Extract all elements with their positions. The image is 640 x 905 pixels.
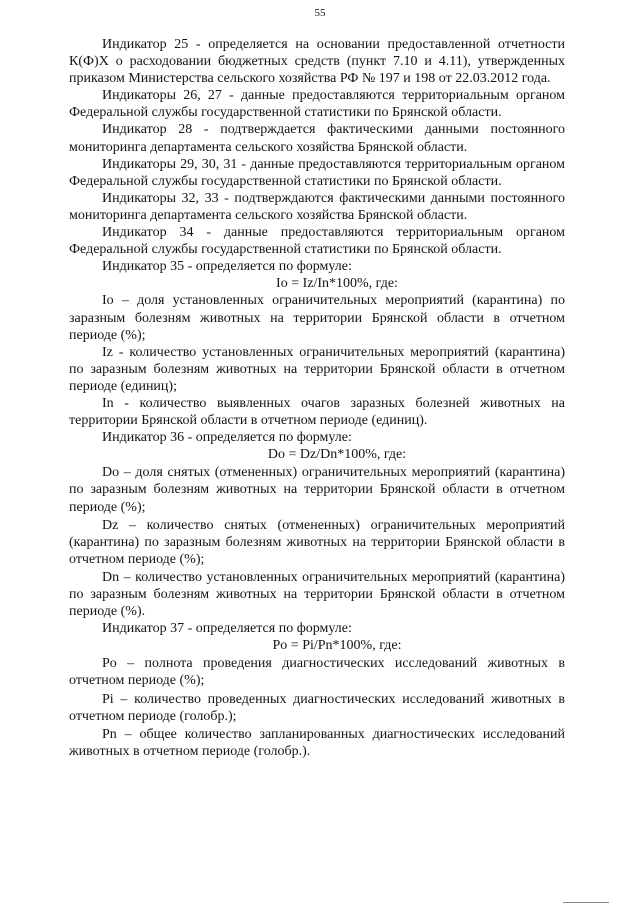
paragraph-indicator-28: Индикатор 28 - подтверждается фактическими данными постоянного мониторинга департамента сельского хозяйства Брянской области.: [69, 122, 565, 155]
definition-dn: Dn – количество установленных ограничительных мероприятий (карантина) по заразным болезням животных на территории Брянской области в отчетном периоде (%).: [69, 569, 565, 620]
definition-iz: Iz - количество установленных ограничительных мероприятий (карантина) по заразным болезням животных на территории Брянской области в отчетном периоде (единиц);: [69, 344, 565, 394]
paragraph-indicator-25: Индикатор 25 - определяется на основании предоставленной отчетности К(Ф)Х о расходовании бюджетных средств (пункт 7.10 и 4.11), утвержденных приказом Министерства сельского хозяйства РФ № 197 и 198 от 22.03.2012 года.: [69, 37, 565, 87]
paragraph-indicators-26-27: Индикаторы 26, 27 - данные предоставляются территориальным органом Федеральной службы государственной статистики по Брянской области.: [69, 88, 565, 121]
definition-po: Po – полнота проведения диагностических исследований животных в отчетном периоде (%);: [69, 656, 565, 689]
paragraph-indicator-37-intro: Индикатор 37 - определяется по формуле:: [102, 621, 352, 637]
paragraph-indicators-32-33: Индикаторы 32, 33 - подтверждаются фактическими данными постоянного мониторинга департамента сельского хозяйства Брянской области.: [69, 190, 565, 223]
formula-do: Do = Dz/Dn*100%, где:: [267, 447, 407, 463]
paragraph-indicator-35-intro: Индикатор 35 - определяется по формуле:: [102, 259, 352, 275]
paragraph-indicators-29-31: Индикаторы 29, 30, 31 - данные предоставляются территориальным органом Федеральной службы государственной статистики по Брянской области.: [69, 156, 565, 189]
footer-rule: [563, 902, 609, 903]
definition-do: Do – доля снятых (отмененных) ограничительных мероприятий (карантина) по заразным болезням животных на территории Брянской области в отчетном периоде (%);: [69, 465, 565, 515]
definition-pi: Pi – количество проведенных диагностических исследований животных в отчетном периоде (голобр.);: [69, 691, 565, 724]
page-number: 55: [314, 7, 326, 19]
paragraph-indicator-34: Индикатор 34 - данные предоставляются территориальным органом Федеральной службы государственной статистики по Брянской области.: [69, 225, 565, 258]
definition-in: In - количество выявленных очагов заразных болезней животных на территории Брянской области в отчетном периоде (единиц).: [69, 395, 565, 429]
paragraph-indicator-36-intro: Индикатор 36 - определяется по формуле:: [102, 430, 352, 446]
document-body: [69, 36, 565, 760]
definition-dz: Dz – количество снятых (отмененных) ограничительных мероприятий (карантина) по заразным болезням животных на территории Брянской области в отчетном периоде (%);: [69, 517, 565, 567]
formula-io: Io = Iz/In*100%, где:: [276, 276, 398, 292]
definition-pn: Pn – общее количество запланированных диагностических исследований животных в отчетном периоде (голобр.).: [69, 726, 565, 759]
formula-po: Po = Pi/Pn*100%, где:: [272, 638, 402, 654]
definition-io: Io – доля установленных ограничительных мероприятий (карантина) по заразным болезням животных на территории Брянской области в отчетном периоде (%);: [69, 293, 565, 343]
